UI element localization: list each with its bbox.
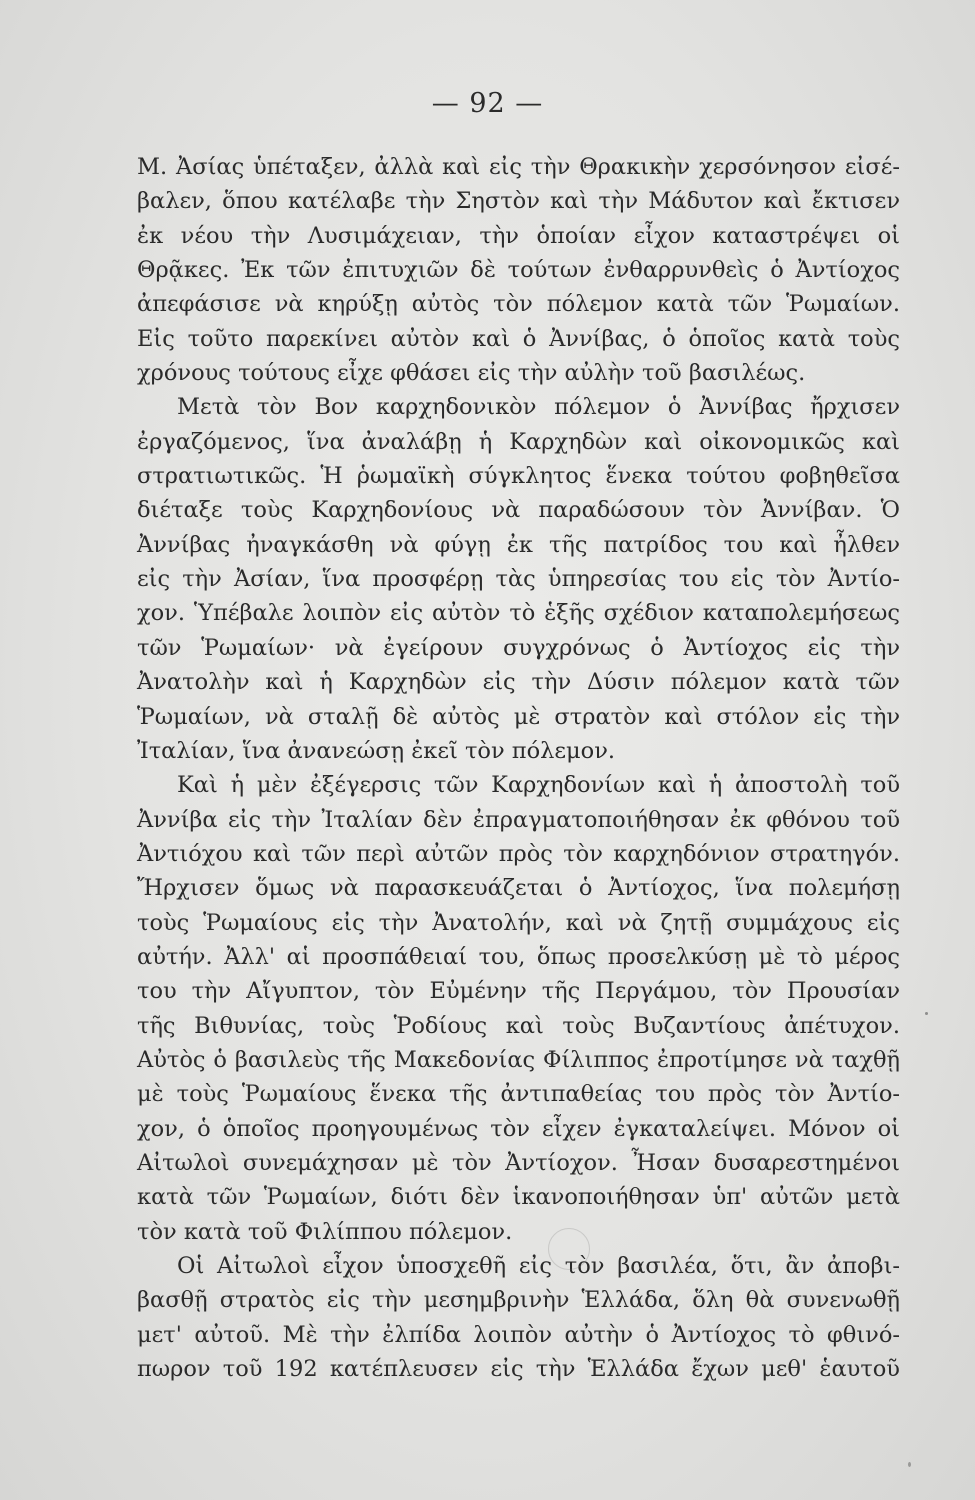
text-line: Αὐτὸς ὁ βασιλεὺς τῆς Μακεδονίας Φίλιππος ἐπροτίμησε νὰ ταχθῇ [137, 1046, 900, 1073]
text-line: Ἀνατολὴν καὶ ἡ Καρχηδὼν εἰς τὴν Δύσιν πόλεμον κατὰ τῶν [137, 669, 900, 696]
text-line: ἀπεφάσισε νὰ κηρύξῃ αὐτὸς τὸν πόλεμον κατὰ τῶν Ῥωμαίων. [137, 291, 900, 318]
page-number: — 92 — [431, 88, 544, 119]
text-line: στρατιωτικῶς. Ἡ ῥωμαϊκὴ σύγκλητος ἕνεκα τούτου φοβηθεῖσα [137, 463, 900, 490]
text-line: Ἤρχισεν ὅμως νὰ παρασκευάζεται ὁ Ἀντίοχος, ἵνα πολεμήσῃ [137, 875, 900, 902]
text-line: χρόνους τούτους εἶχε φθάσει εἰς τὴν αὐλὴν τοῦ βασιλέως. [137, 360, 806, 387]
text-line: Ἰταλίαν, ἵνα ἀνανεώσῃ ἐκεῖ τὸν πόλεμον. [137, 737, 616, 764]
paragraph-4 [137, 1249, 900, 1386]
text-line: τῶν Ῥωμαίων· νὰ ἐγείρουν συγχρόνως ὁ Ἀντίοχος εἰς τὴν [137, 634, 900, 661]
text-line: διέταξε τοὺς Καρχηδονίους νὰ παραδώσουν τὸν Ἀννίβαν. Ὁ [137, 497, 900, 524]
text-line: ἐκ νέου τὴν Λυσιμάχειαν, τὴν ὁποίαν εἶχον καταστρέψει οἱ [137, 222, 900, 249]
paragraph-3 [137, 768, 900, 1249]
text-line: Μ. Ἀσίας ὑπέταξεν, ἀλλὰ καὶ εἰς τὴν Θρακικὴν χερσόνησον εἰσέ- [137, 154, 900, 180]
text-line: τῆς Βιθυνίας, τοὺς Ῥοδίους καὶ τοὺς Βυζαντίους ἀπέτυχον. [137, 1012, 900, 1039]
text-line: μετ' αὐτοῦ. Μὲ τὴν ἐλπίδα λοιπὸν αὐτὴν ὁ Ἀντίοχος τὸ φθινό- [137, 1321, 900, 1348]
text-line: μὲ τοὺς Ῥωμαίους ἕνεκα τῆς ἀντιπαθείας του πρὸς τὸν Ἀντίο- [137, 1081, 900, 1108]
text-line: Ἀννίβας ἠναγκάσθη νὰ φύγῃ ἐκ τῆς πατρίδος του καὶ ἦλθεν [137, 531, 900, 558]
text-line: τοὺς Ῥωμαίους εἰς τὴν Ἀνατολήν, καὶ νὰ ζητῇ συμμάχους εἰς [137, 909, 900, 936]
text-line: τὸν κατὰ τοῦ Φιλίππου πόλεμον. [137, 1218, 513, 1245]
text-line: Μετὰ τὸν Βον καρχηδονικὸν πόλεμον ὁ Ἀννίβας ἤρχισεν [177, 394, 900, 421]
text-line: του τὴν Αἴγυπτον, τὸν Εὐμένην τῆς Περγάμου, τὸν Προυσίαν [137, 978, 900, 1005]
text-line: Οἱ Αἰτωλοὶ εἶχον ὑποσχεθῆ εἰς τὸν βασιλέα, ὅτι, ἂν ἀποβι- [177, 1253, 900, 1279]
text-line: αὐτήν. Ἀλλ' αἱ προσπάθειαί του, ὅπως προσελκύσῃ μὲ τὸ μέρος [137, 943, 900, 970]
text-line: πωρον τοῦ 192 κατέπλευσεν εἰς τὴν Ἑλλάδα ἔχων μεθ' ἑαυτοῦ [137, 1356, 900, 1383]
text-line: Ἀντιόχου καὶ τῶν περὶ αὐτῶν πρὸς τὸν καρχηδόνιον στρατηγόν. [137, 840, 900, 867]
text-line: χον. Ὑπέβαλε λοιπὸν εἰς αὐτὸν τὸ ἑξῆς σχέδιον καταπολεμήσεως [137, 600, 900, 627]
text-line: βαλεν, ὅπου κατέλαβε τὴν Σηστὸν καὶ τὴν Μάδυτον καὶ ἔκτισεν [137, 188, 900, 215]
paper-spot [908, 1462, 911, 1467]
text-line: βασθῇ στρατὸς εἰς τὴν μεσημβρινὴν Ἑλλάδα, ὅλη θὰ συνενωθῇ [137, 1287, 900, 1314]
text-line: Εἰς τοῦτο παρεκίνει αὐτὸν καὶ ὁ Ἀννίβας, ὁ ὁποῖος κατὰ τοὺς [137, 325, 900, 352]
text-line: Ῥωμαίων, νὰ σταλῇ δὲ αὐτὸς μὲ στρατὸν καὶ στόλον εἰς τὴν [137, 703, 900, 730]
paragraph-2 [137, 390, 900, 768]
body-text [137, 150, 900, 1386]
text-line: χον, ὁ ὁποῖος προηγουμένως τὸν εἶχεν ἐγκαταλείψει. Μόνον οἱ [137, 1115, 900, 1142]
paragraph-1 [137, 150, 900, 390]
text-line: Καὶ ἡ μὲν ἐξέγερσις τῶν Καρχηδονίων καὶ ἡ ἀποστολὴ τοῦ [177, 772, 900, 799]
text-line: Αἰτωλοὶ συνεμάχησαν μὲ τὸν Ἀντίοχον. Ἦσαν δυσαρεστημένοι [137, 1149, 900, 1176]
text-line: Ἀννίβα εἰς τὴν Ἰταλίαν δὲν ἐπραγματοποιήθησαν ἐκ φθόνου τοῦ [137, 806, 900, 833]
text-line: εἰς τὴν Ἀσίαν, ἵνα προσφέρῃ τὰς ὑπηρεσίας του εἰς τὸν Ἀντίο- [137, 566, 900, 593]
text-line: Θρᾷκες. Ἐκ τῶν ἐπιτυχιῶν δὲ τούτων ἐνθαρρυνθεὶς ὁ Ἀντίοχος [137, 257, 900, 284]
text-line: κατὰ τῶν Ῥωμαίων, διότι δὲν ἱκανοποιήθησαν ὑπ' αὐτῶν μετὰ [137, 1184, 900, 1211]
paper-spot [925, 1012, 928, 1015]
text-line: ἐργαζόμενος, ἵνα ἀναλάβῃ ἡ Καρχηδὼν καὶ οἰκονομικῶς καὶ [137, 428, 900, 455]
